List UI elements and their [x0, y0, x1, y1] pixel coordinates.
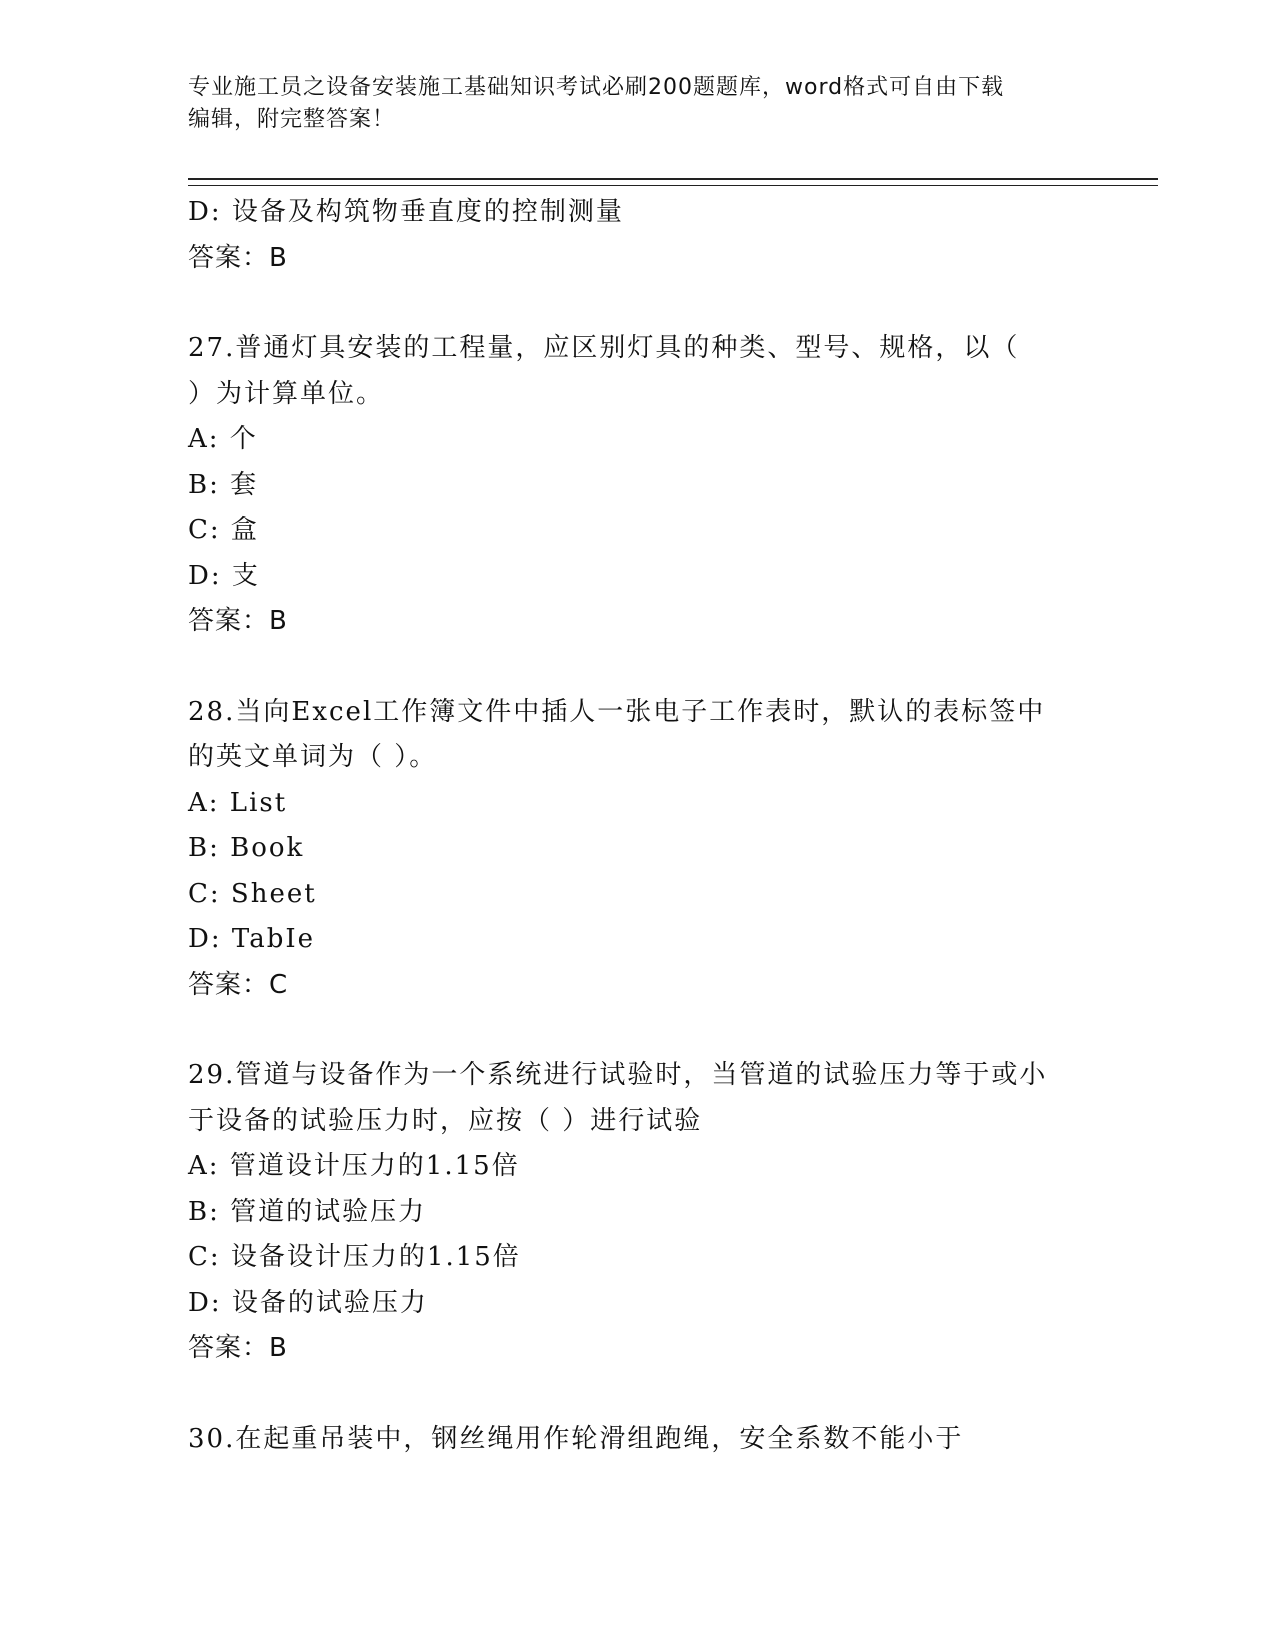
- question-stem-line-2: 的英文单词为（ ）。: [188, 742, 438, 772]
- option-d: D: 支: [188, 560, 260, 591]
- question-stem-line-2: 于设备的试验压力时，应按（ ）进行试验: [188, 1105, 703, 1136]
- answer: 答案：B: [188, 242, 288, 273]
- document-header: [188, 72, 1088, 136]
- spacer: [188, 1008, 1088, 1053]
- header-divider: [188, 178, 1158, 186]
- option-d: D: 设备及构筑物垂直度的控制测量: [188, 197, 624, 227]
- option-d: D: 设备的试验压力: [188, 1287, 428, 1318]
- question-30: [188, 1417, 1088, 1463]
- option-b: B: 管道的试验压力: [188, 1196, 427, 1227]
- option-a: A: 个: [188, 424, 258, 454]
- question-list: [188, 190, 1088, 1462]
- answer: 答案：B: [188, 1333, 288, 1363]
- question-28: [188, 690, 1088, 1009]
- question-stem-line-2: ）为计算单位。: [188, 378, 385, 409]
- question-stem-line-1: 29.管道与设备作为一个系统进行试验时，当管道的试验压力等于或小: [188, 1060, 1048, 1090]
- header-title-line-1: 专业施工员之设备安装施工基础知识考试必刷200题题库，word格式可自由下载: [188, 75, 1005, 100]
- option-b: B: 套: [188, 469, 259, 500]
- question-stem-line-1: 28.当向Excel工作簿文件中插人一张电子工作表时，默认的表标签中: [188, 696, 1046, 727]
- question-26: [188, 190, 1088, 281]
- question-stem-line-1: 27.普通灯具安装的工程量，应区别灯具的种类、型号、规格，以（: [188, 333, 1020, 363]
- option-a: A: List: [188, 787, 288, 818]
- option-a: A: 管道设计压力的1.15倍: [188, 1151, 520, 1181]
- question-27: [188, 326, 1088, 645]
- spacer: [188, 1372, 1088, 1417]
- option-c: C: 盒: [188, 515, 259, 545]
- spacer: [188, 645, 1088, 690]
- option-d: D: TabIe: [188, 924, 315, 954]
- option-c: C: 设备设计压力的1.15倍: [188, 1242, 521, 1272]
- answer: 答案：C: [188, 969, 289, 1000]
- header-title-line-2: 编辑，附完整答案！: [188, 107, 396, 132]
- option-b: B: Book: [188, 833, 305, 863]
- spacer: [188, 281, 1088, 326]
- answer: 答案：B: [188, 606, 288, 636]
- option-c: C: Sheet: [188, 878, 317, 909]
- question-stem-line-1: 30.在起重吊装中，钢丝绳用作轮滑组跑绳，安全系数不能小于: [188, 1423, 964, 1454]
- question-29: [188, 1053, 1088, 1372]
